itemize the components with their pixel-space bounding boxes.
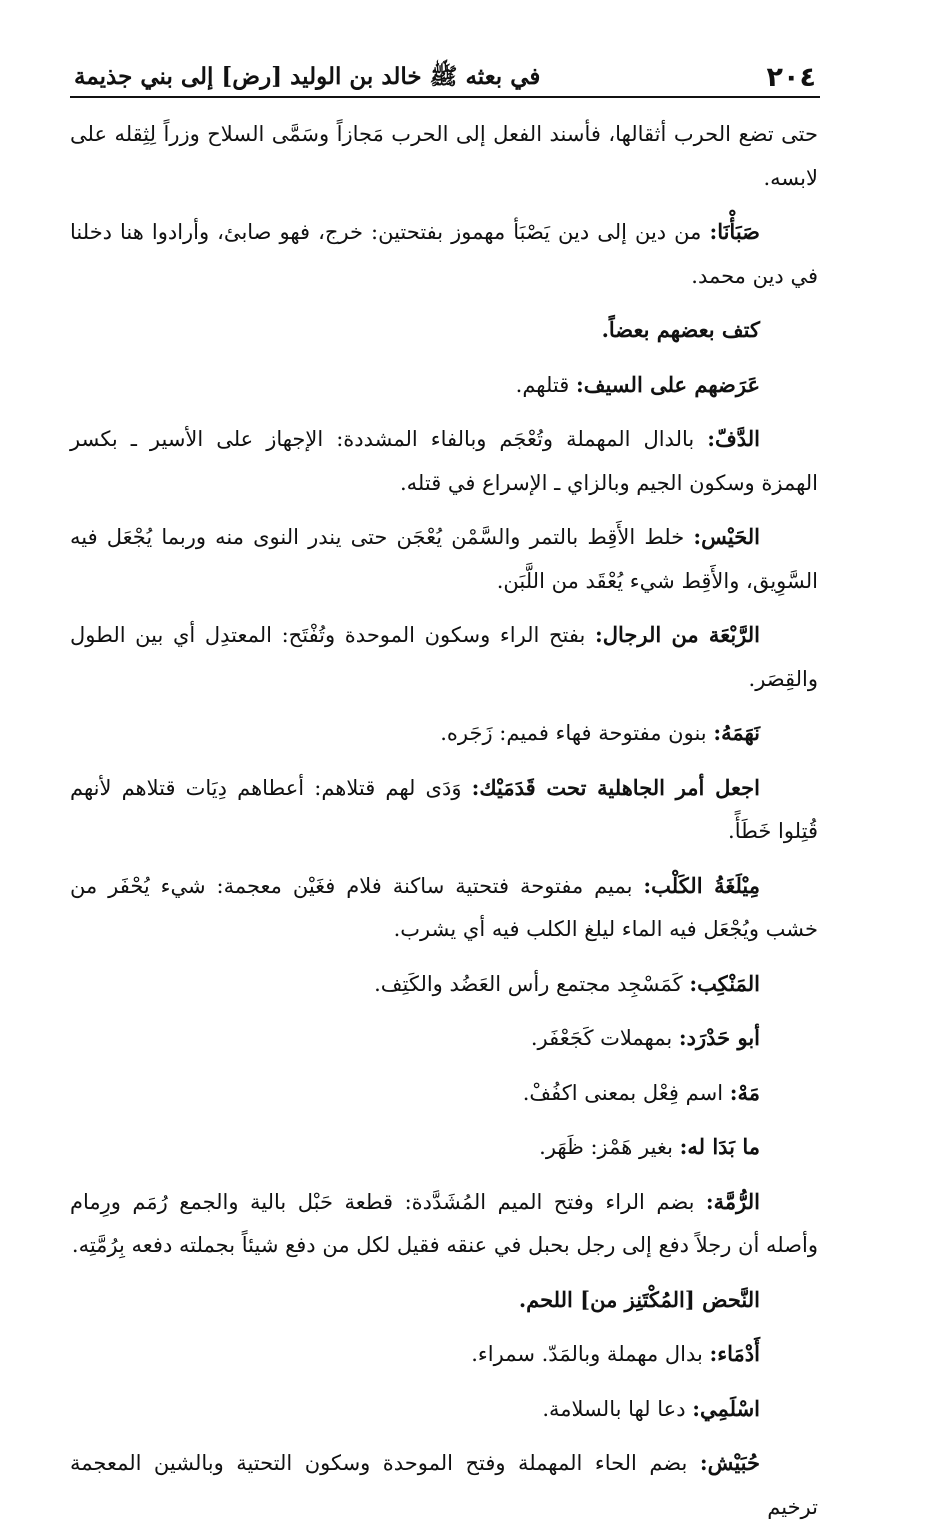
glossary-entry [70, 613, 818, 701]
glossary-entry [70, 962, 818, 1007]
entry-definition: بميم مفتوحة فتحتية ساكنة فلام فغَيْن معجمة: شيء يُحْفَر من خشب ويُجْعَل فيه الماء ليلغ الكلب فيه أي يشرب. [70, 873, 818, 941]
entry-term: حُبَيْش: [699, 1450, 760, 1475]
glossary-entry [70, 711, 818, 756]
entry-definition: دعا لها بالسلامة. [542, 1396, 693, 1421]
glossary-entry [70, 363, 818, 408]
entry-definition: بضم الحاء المهملة وفتح الموحدة وسكون التحتية وبالشين المعجمة ترخيم [70, 1451, 818, 1519]
entry-term: عَرَضهم على السيف: [575, 371, 760, 397]
glossary-entry [70, 417, 818, 505]
running-title: في بعثه ﷺ خالد بن الوليد [رض] إلى بني جذيمة [74, 63, 541, 90]
entry-definition: بنون مفتوحة فهاء فميم: زَجَره. [440, 721, 714, 745]
entry-term: النَّحض [المُكْتَنِز من] اللحم. [518, 1286, 760, 1312]
entry-definition: بدال مهملة وبالمَدّ. سمراء. [471, 1342, 710, 1366]
entry-definition: بضم الراء وفتح الميم المُشَدَّدة: قطعة حَبْل بالية والجمع رُمَم ورِمام وأصله أن رجلاً دفع إلى رجل بحبل في عنقه فقيل لكل من دفع شيئاً بجملته دفعه بِرُمَّتِه. [70, 1189, 818, 1257]
entry-definition: خلط الأَقِط بالتمر والسَّمْن يُعْجَن حتى يندر النوى منه وربما يُجْعَل فيه السَّوِيق، والأَقِط شيء يُعْقَد من اللَّبَن. [70, 525, 818, 593]
entry-definition: قتلهم. [515, 372, 576, 397]
glossary-entry [70, 1332, 818, 1377]
entry-definition: بغير هَمْز: ظَهَر. [539, 1135, 680, 1159]
entry-term: مِيْلَغَةُ الكَلْب: [643, 872, 760, 898]
entry-term: الرُّمَّة: [705, 1188, 760, 1214]
entry-term: الدَّفّ: [707, 426, 760, 451]
entry-definition: حتى تضع الحرب أثقالها، فأسند الفعل إلى الحرب مَجازاً وسَمَّى السلاح وزراً لِثِقله على لابسه. [70, 122, 818, 190]
glossary-entry [70, 1441, 818, 1529]
glossary-entry [70, 1125, 818, 1170]
glossary-entry [70, 1016, 818, 1061]
page-header [70, 52, 820, 98]
glossary-entry [70, 766, 818, 854]
entry-term: أَدْمَاء: [709, 1341, 760, 1366]
entry-definition: وَدَى لهم قتلاهم: أعطاهم دِيَات قتلاهم لأنهم قُتِلوا خَطَأً. [70, 775, 818, 843]
entry-term: أبو حَدْرَد: [678, 1025, 760, 1050]
entry-definition: بالدال المهملة وتُعْجَم وبالفاء المشددة: الإجهاز على الأسير ـ بكسر الهمزة وسكون الجيم وبالزاي ـ الإسراع في قتله. [70, 427, 818, 495]
entry-term: المَنْكِب: [689, 970, 760, 996]
page-number: ٢٠٤ [766, 62, 816, 93]
entry-term: اسْلَمِي: [692, 1395, 760, 1421]
glossary-entry [70, 1387, 818, 1432]
glossary-entry [70, 1180, 818, 1268]
entry-term: ما بَدَا له: [679, 1134, 760, 1159]
entry-term: نَهَمَهُ: [713, 720, 760, 745]
entry-definition: بمهملات كَجَعْفَر. [530, 1026, 679, 1050]
entry-term: الرَّبْعَة من الرجال: [594, 622, 760, 647]
entry-definition: اسم فِعْل بمعنى اكفُفْ. [522, 1080, 730, 1105]
entry-definition: بفتح الراء وسكون الموحدة وتُفْتَح: المعتدِل أي بين الطول والقِصَر. [70, 623, 818, 691]
glossary-entry [70, 210, 818, 298]
glossary-entry [70, 864, 818, 952]
entry-term: اجعل أمر الجاهلية تحت قَدَمَيْك: [471, 774, 760, 800]
entry-definition: كَمَسْجِد مجتمع رأس العَضُد والكَتِف. [374, 971, 690, 996]
glossary-entry [70, 1278, 818, 1323]
entry-term: الحَيْس: [693, 524, 760, 549]
glossary-entry [70, 515, 818, 603]
entry-continuation [70, 112, 818, 200]
entry-term: كتف بعضهم بعضاً. [601, 317, 760, 342]
glossary-entry [70, 308, 818, 353]
entry-definition: من دين إلى دين يَصْبَأ مهموز بفتحتين: خرج، فهو صابئ، وأرادوا هنا دخلنا في دين محمد. [70, 220, 818, 288]
entry-term: مَهْ: [729, 1079, 760, 1105]
page-body [70, 112, 818, 1539]
glossary-entry [70, 1071, 818, 1116]
entry-term: صَبَأْنَا: [709, 219, 760, 244]
